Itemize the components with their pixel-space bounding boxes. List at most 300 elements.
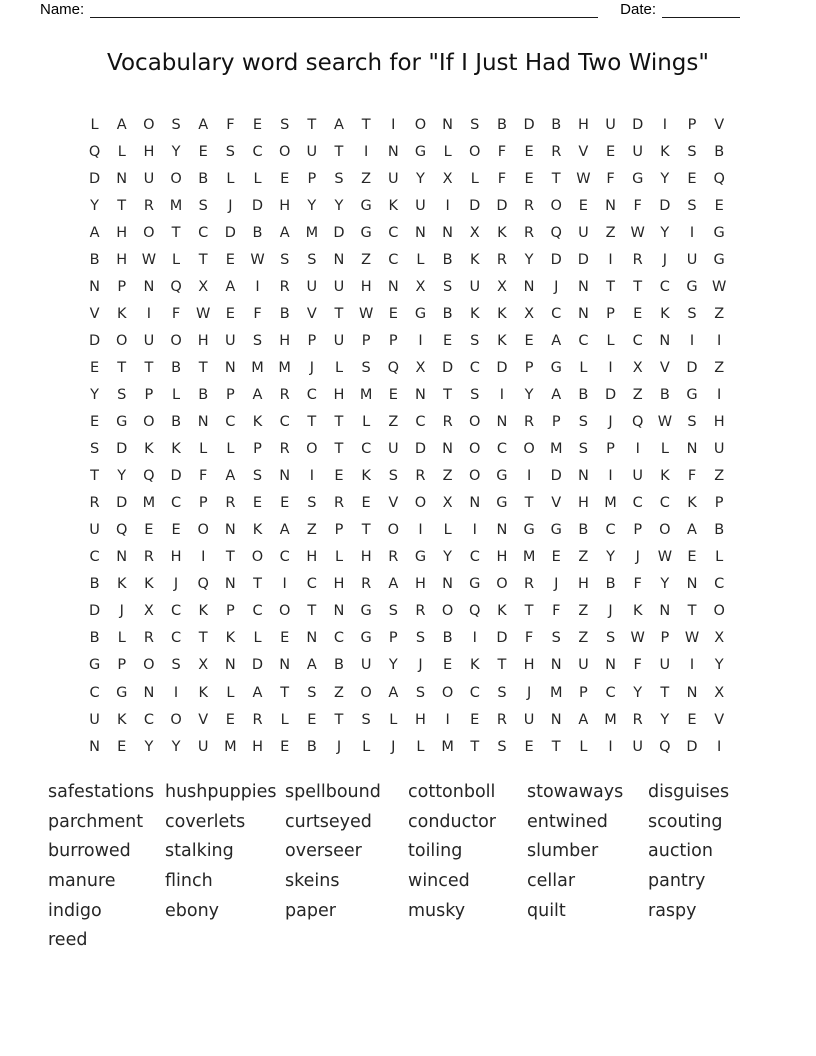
grid-letter: E bbox=[605, 143, 616, 160]
grid-letter: V bbox=[89, 305, 100, 322]
grid-letter: Y bbox=[90, 197, 99, 214]
grid-letter: T bbox=[334, 143, 344, 160]
grid-letter: G bbox=[414, 305, 427, 322]
grid-letter: C bbox=[388, 251, 399, 268]
grid-letter: C bbox=[578, 332, 589, 349]
grid-letter: O bbox=[116, 332, 128, 349]
grid-letter: J bbox=[119, 603, 124, 620]
grid-letter: A bbox=[551, 332, 562, 349]
grid-letter: D bbox=[414, 441, 427, 458]
grid-letter: Z bbox=[632, 386, 643, 403]
grid-letter: A bbox=[89, 224, 100, 241]
grid-letter: E bbox=[89, 359, 100, 376]
word-list-item: pantry bbox=[648, 871, 706, 892]
grid-letter: S bbox=[497, 684, 507, 701]
grid-letter: E bbox=[280, 170, 290, 187]
word-list-item: scouting bbox=[648, 811, 723, 832]
grid-letter: P bbox=[361, 332, 371, 349]
grid-letter: N bbox=[577, 305, 589, 322]
grid-letter: S bbox=[280, 251, 290, 268]
grid-letter: O bbox=[170, 170, 182, 187]
grid-letter: M bbox=[549, 684, 563, 701]
grid-letter: L bbox=[226, 170, 235, 187]
grid-letter: N bbox=[496, 522, 508, 539]
grid-letter: T bbox=[606, 278, 615, 295]
grid-letter: N bbox=[224, 522, 236, 539]
grid-letter: Y bbox=[117, 468, 127, 485]
grid-letter: S bbox=[687, 305, 697, 322]
grid-letter: O bbox=[659, 522, 671, 539]
page-title: Vocabulary word search for "If I Just Had Two Wings" bbox=[107, 50, 709, 76]
grid-letter: U bbox=[197, 738, 209, 755]
grid-letter: S bbox=[225, 143, 235, 160]
grid-letter: O bbox=[713, 603, 725, 620]
grid-letter: Z bbox=[388, 414, 399, 431]
grid-letter: Q bbox=[88, 143, 101, 160]
grid-letter: N bbox=[605, 197, 616, 214]
grid-letter: H bbox=[197, 332, 209, 349]
grid-letter: Z bbox=[714, 359, 725, 376]
grid-letter: B bbox=[714, 143, 725, 160]
grid-letter: I bbox=[526, 468, 532, 485]
grid-letter: O bbox=[387, 522, 399, 539]
grid-letter: C bbox=[170, 630, 182, 647]
grid-letter: J bbox=[173, 576, 179, 593]
grid-letter: N bbox=[224, 576, 236, 593]
grid-letter: T bbox=[198, 630, 208, 647]
word-list-item: overseer bbox=[285, 841, 362, 862]
grid-letter: S bbox=[687, 414, 697, 431]
grid-letter: T bbox=[687, 603, 697, 620]
grid-letter: U bbox=[605, 116, 616, 133]
grid-letter: C bbox=[632, 332, 643, 349]
grid-letter: N bbox=[279, 468, 291, 485]
grid-letter: S bbox=[578, 414, 588, 431]
grid-letter: X bbox=[524, 305, 535, 322]
grid-letter: B bbox=[714, 522, 725, 539]
grid-letter: K bbox=[470, 251, 480, 268]
grid-letter: L bbox=[117, 630, 126, 647]
grid-letter: G bbox=[713, 224, 725, 241]
grid-letter: S bbox=[361, 711, 371, 728]
grid-letter: H bbox=[577, 576, 589, 593]
grid-letter: C bbox=[551, 305, 562, 322]
grid-letter: J bbox=[228, 197, 233, 214]
grid-letter: H bbox=[577, 495, 589, 512]
grid-letter: T bbox=[117, 197, 127, 214]
grid-letter: C bbox=[632, 495, 643, 512]
grid-letter: W bbox=[712, 278, 727, 295]
grid-letter: S bbox=[280, 116, 290, 133]
grid-letter: L bbox=[715, 549, 724, 566]
grid-letter: D bbox=[577, 251, 589, 268]
grid-letter: O bbox=[143, 414, 155, 431]
grid-letter: Z bbox=[442, 468, 453, 485]
grid-letter: F bbox=[199, 468, 208, 485]
grid-letter: P bbox=[579, 684, 588, 701]
grid-letter: U bbox=[306, 278, 318, 295]
grid-letter: E bbox=[252, 116, 263, 133]
grid-letter: T bbox=[524, 603, 534, 620]
grid-letter: I bbox=[499, 386, 505, 403]
grid-letter: C bbox=[252, 603, 263, 620]
grid-letter: H bbox=[333, 576, 345, 593]
grid-letter: B bbox=[89, 630, 100, 647]
grid-letter: U bbox=[578, 224, 589, 241]
grid-letter: U bbox=[333, 278, 345, 295]
grid-letter: K bbox=[116, 305, 127, 322]
grid-letter: K bbox=[497, 305, 507, 322]
grid-letter: S bbox=[171, 116, 181, 133]
grid-letter: L bbox=[579, 738, 588, 755]
grid-letter: U bbox=[89, 711, 100, 728]
grid-letter: W bbox=[630, 224, 645, 241]
grid-letter: T bbox=[144, 359, 154, 376]
grid-letter: R bbox=[279, 278, 290, 295]
grid-letter: B bbox=[198, 170, 209, 187]
grid-letter: Z bbox=[578, 549, 589, 566]
grid-letter: U bbox=[632, 738, 644, 755]
grid-letter: B bbox=[578, 522, 589, 539]
word-list-item: raspy bbox=[648, 900, 697, 921]
word-list-item: entwined bbox=[527, 811, 608, 832]
grid-letter: T bbox=[334, 414, 344, 431]
grid-letter: B bbox=[442, 305, 453, 322]
grid-letter: Y bbox=[524, 251, 534, 268]
name-blank-line bbox=[90, 0, 598, 18]
grid-letter: M bbox=[359, 386, 373, 403]
grid-letter: P bbox=[524, 359, 534, 376]
grid-letter: O bbox=[496, 576, 508, 593]
grid-letter: O bbox=[414, 495, 427, 512]
grid-letter: R bbox=[279, 441, 290, 458]
grid-letter: E bbox=[633, 305, 643, 322]
grid-letter: C bbox=[469, 359, 480, 376]
grid-letter: A bbox=[334, 116, 344, 133]
grid-letter: T bbox=[307, 116, 317, 133]
grid-letter: I bbox=[717, 386, 722, 403]
grid-letter: K bbox=[116, 711, 127, 728]
grid-letter: F bbox=[253, 305, 262, 322]
grid-letter: N bbox=[143, 278, 155, 295]
grid-letter: E bbox=[524, 143, 534, 160]
grid-letter: D bbox=[686, 738, 698, 755]
grid-letter: T bbox=[198, 359, 208, 376]
grid-letter: F bbox=[497, 170, 507, 187]
grid-letter: K bbox=[144, 441, 154, 458]
grid-letter: P bbox=[606, 441, 615, 458]
grid-letter: S bbox=[470, 386, 480, 403]
grid-letter: O bbox=[170, 332, 182, 349]
grid-letter: G bbox=[88, 657, 101, 674]
grid-letter: T bbox=[90, 468, 99, 485]
grid-letter: C bbox=[170, 603, 182, 620]
grid-letter: E bbox=[171, 522, 181, 539]
grid-letter: L bbox=[226, 684, 235, 701]
grid-letter: L bbox=[606, 332, 615, 349]
grid-letter: N bbox=[442, 441, 454, 458]
grid-letter: G bbox=[360, 603, 372, 620]
grid-letter: Q bbox=[713, 170, 725, 187]
grid-letter: D bbox=[496, 630, 508, 647]
grid-letter: I bbox=[472, 630, 477, 647]
grid-letter: G bbox=[523, 522, 535, 539]
grid-letter: E bbox=[280, 495, 290, 512]
grid-letter: D bbox=[659, 197, 671, 214]
grid-letter: F bbox=[633, 576, 642, 593]
word-list-item: parchment bbox=[48, 811, 144, 832]
grid-letter: G bbox=[496, 495, 508, 512]
grid-letter: O bbox=[197, 522, 209, 539]
grid-letter: T bbox=[497, 657, 507, 674]
grid-letter: O bbox=[360, 684, 372, 701]
grid-letter: X bbox=[442, 170, 453, 187]
word-list-item: cottonboll bbox=[408, 782, 496, 802]
word-list-item: indigo bbox=[48, 900, 102, 921]
grid-letter: I bbox=[689, 224, 695, 241]
grid-letter: P bbox=[144, 386, 154, 403]
grid-letter: Y bbox=[334, 197, 344, 214]
grid-letter: C bbox=[170, 495, 182, 512]
grid-letter: D bbox=[88, 170, 101, 187]
grid-letter: V bbox=[659, 359, 670, 376]
grid-letter: N bbox=[442, 224, 454, 241]
grid-letter: R bbox=[496, 251, 507, 268]
grid-letter: U bbox=[578, 657, 589, 674]
grid-letter: R bbox=[333, 495, 345, 512]
grid-letter: U bbox=[306, 143, 318, 160]
grid-letter: Y bbox=[90, 386, 99, 403]
grid-letter: S bbox=[578, 441, 588, 458]
grid-letter: N bbox=[89, 738, 100, 755]
grid-letter: S bbox=[252, 468, 263, 485]
word-list bbox=[48, 779, 768, 957]
grid-letter: B bbox=[659, 386, 670, 403]
grid-letter: N bbox=[387, 278, 399, 295]
grid-letter: F bbox=[633, 657, 642, 674]
grid-letter: T bbox=[361, 116, 371, 133]
grid-letter: T bbox=[334, 305, 344, 322]
grid-letter: F bbox=[497, 143, 507, 160]
grid-letter: D bbox=[469, 197, 481, 214]
grid-letter: E bbox=[307, 711, 317, 728]
grid-letter: Y bbox=[171, 143, 181, 160]
grid-letter: C bbox=[143, 711, 154, 728]
grid-letter: O bbox=[469, 468, 481, 485]
grid-letter: S bbox=[307, 251, 317, 268]
grid-letter: O bbox=[278, 143, 291, 160]
grid-letter: X bbox=[714, 684, 725, 701]
grid-letter: T bbox=[551, 170, 561, 187]
grid-letter: K bbox=[497, 332, 507, 349]
grid-letter: Y bbox=[388, 657, 398, 674]
grid-letter: L bbox=[199, 441, 208, 458]
grid-letter: J bbox=[662, 251, 667, 268]
grid-letter: N bbox=[577, 468, 589, 485]
grid-letter: Z bbox=[361, 251, 372, 268]
grid-letter: R bbox=[551, 143, 562, 160]
grid-letter: H bbox=[306, 549, 318, 566]
grid-letter: D bbox=[116, 495, 128, 512]
date-label: Date: bbox=[620, 1, 657, 18]
grid-letter: I bbox=[309, 468, 314, 485]
grid-letter: M bbox=[305, 224, 319, 241]
grid-letter: R bbox=[524, 414, 535, 431]
grid-letter: E bbox=[225, 305, 235, 322]
grid-letter: C bbox=[388, 224, 399, 241]
grid-letter: D bbox=[523, 116, 535, 133]
grid-letter: N bbox=[197, 414, 209, 431]
grid-letter: N bbox=[577, 278, 589, 295]
grid-letter: N bbox=[116, 170, 128, 187]
grid-letter: T bbox=[470, 738, 480, 755]
grid-letter: N bbox=[89, 278, 100, 295]
grid-letter: Y bbox=[606, 549, 615, 566]
grid-letter: O bbox=[278, 603, 291, 620]
word-list-item: toiling bbox=[408, 841, 463, 862]
grid-letter: B bbox=[334, 657, 344, 674]
grid-letter: U bbox=[225, 332, 236, 349]
grid-letter: T bbox=[307, 603, 317, 620]
worksheet-header bbox=[40, 0, 740, 20]
grid-letter: Z bbox=[714, 305, 725, 322]
word-list-item: quilt bbox=[527, 900, 566, 921]
grid-letter: A bbox=[116, 116, 127, 133]
grid-letter: X bbox=[198, 657, 209, 674]
grid-letter: V bbox=[578, 143, 589, 160]
grid-letter: W bbox=[684, 630, 700, 647]
grid-letter: N bbox=[550, 711, 562, 728]
grid-letter: I bbox=[418, 522, 423, 539]
grid-letter: K bbox=[144, 576, 154, 593]
grid-letter: L bbox=[660, 441, 669, 458]
grid-letter: B bbox=[306, 738, 317, 755]
grid-letter: I bbox=[173, 684, 179, 701]
grid-letter: L bbox=[579, 359, 588, 376]
grid-letter: N bbox=[279, 657, 291, 674]
grid-letter: D bbox=[251, 197, 264, 214]
grid-letter: G bbox=[686, 386, 698, 403]
grid-letter: B bbox=[551, 116, 562, 133]
grid-letter: I bbox=[608, 251, 613, 268]
grid-letter: R bbox=[279, 386, 290, 403]
grid-letter: I bbox=[635, 441, 640, 458]
grid-letter: P bbox=[307, 170, 317, 187]
grid-letter: X bbox=[632, 359, 643, 376]
grid-letter: W bbox=[657, 414, 673, 431]
grid-letter: H bbox=[333, 386, 345, 403]
grid-letter: L bbox=[443, 522, 452, 539]
grid-letter: E bbox=[280, 630, 290, 647]
grid-letter: U bbox=[686, 251, 698, 268]
grid-letter: A bbox=[279, 522, 290, 539]
grid-letter: M bbox=[251, 359, 264, 376]
grid-letter: J bbox=[418, 657, 423, 674]
grid-letter: G bbox=[116, 684, 128, 701]
grid-letter: D bbox=[224, 224, 236, 241]
grid-letter: Y bbox=[416, 170, 425, 187]
grid-letter: D bbox=[442, 359, 454, 376]
grid-letter: I bbox=[282, 576, 287, 593]
grid-letter: E bbox=[361, 495, 371, 512]
grid-letter: R bbox=[143, 630, 154, 647]
grid-letter: H bbox=[170, 549, 182, 566]
grid-letter: S bbox=[415, 684, 426, 701]
grid-letter: C bbox=[89, 549, 100, 566]
grid-letter: T bbox=[443, 386, 453, 403]
grid-letter: S bbox=[198, 197, 208, 214]
grid-letter: E bbox=[524, 332, 534, 349]
grid-letter: T bbox=[225, 549, 235, 566]
grid-letter: C bbox=[659, 495, 670, 512]
grid-letter: U bbox=[523, 711, 535, 728]
grid-letter: P bbox=[388, 630, 398, 647]
grid-letter: G bbox=[686, 278, 698, 295]
grid-letter: N bbox=[686, 684, 698, 701]
grid-letter: E bbox=[687, 549, 697, 566]
grid-letter: A bbox=[306, 657, 317, 674]
grid-letter: N bbox=[442, 576, 454, 593]
word-list-item: auction bbox=[648, 841, 713, 862]
grid-letter: K bbox=[660, 143, 670, 160]
grid-letter: E bbox=[443, 332, 453, 349]
grid-letter: E bbox=[470, 711, 480, 728]
word-list-item: winced bbox=[408, 871, 470, 892]
grid-letter: G bbox=[414, 549, 427, 566]
grid-letter: C bbox=[469, 549, 480, 566]
grid-letter: S bbox=[470, 332, 480, 349]
grid-letter: K bbox=[225, 630, 236, 647]
grid-letter: D bbox=[632, 116, 644, 133]
grid-letter: D bbox=[496, 197, 508, 214]
word-search-grid bbox=[81, 111, 733, 760]
grid-letter: H bbox=[713, 414, 725, 431]
grid-letter: I bbox=[608, 359, 613, 376]
grid-letter: C bbox=[659, 278, 670, 295]
grid-letter: B bbox=[198, 386, 209, 403]
grid-letter: N bbox=[224, 359, 236, 376]
grid-letter: I bbox=[717, 332, 722, 349]
grid-letter: N bbox=[415, 386, 426, 403]
grid-letter: J bbox=[391, 738, 396, 755]
word-list-item: coverlets bbox=[165, 811, 246, 832]
grid-letter: U bbox=[469, 278, 481, 295]
grid-letter: W bbox=[196, 305, 211, 322]
grid-letter: A bbox=[198, 116, 209, 133]
word-list-item: hushpuppies bbox=[165, 782, 277, 802]
grid-letter: Y bbox=[144, 738, 154, 755]
grid-letter: X bbox=[496, 278, 507, 295]
grid-letter: P bbox=[633, 522, 643, 539]
grid-letter: N bbox=[143, 684, 155, 701]
word-list-item: slumber bbox=[527, 841, 599, 862]
grid-letter: G bbox=[469, 576, 481, 593]
grid-letter: O bbox=[414, 116, 427, 133]
grid-letter: H bbox=[279, 332, 291, 349]
grid-letter: N bbox=[387, 143, 399, 160]
grid-letter: Y bbox=[307, 197, 317, 214]
grid-letter: T bbox=[280, 684, 290, 701]
grid-letter: O bbox=[143, 657, 155, 674]
grid-letter: T bbox=[307, 414, 317, 431]
grid-letter: J bbox=[526, 684, 532, 701]
grid-letter: C bbox=[415, 414, 426, 431]
grid-letter: H bbox=[415, 576, 426, 593]
grid-letter: U bbox=[659, 657, 671, 674]
grid-letter: O bbox=[523, 441, 535, 458]
grid-letter: K bbox=[388, 197, 399, 214]
grid-letter: N bbox=[686, 441, 698, 458]
